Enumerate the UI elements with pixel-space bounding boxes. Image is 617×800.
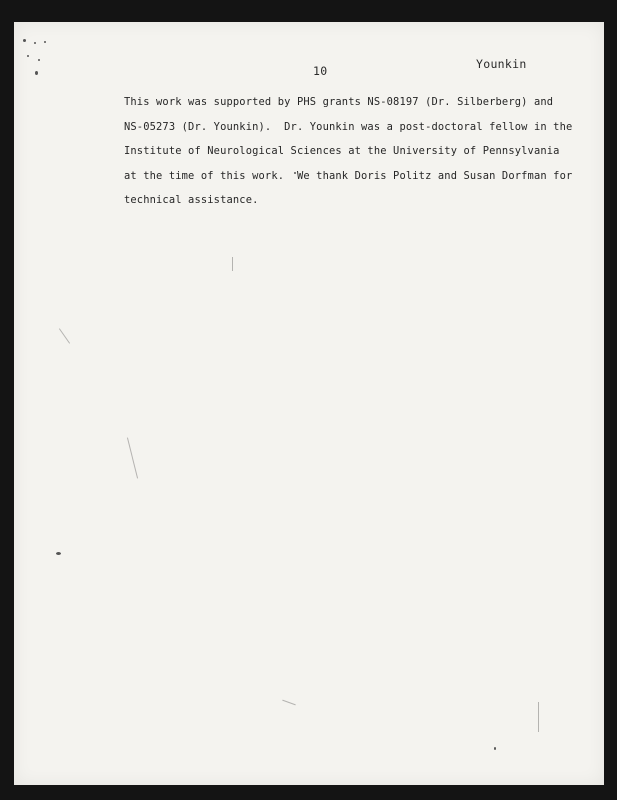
scan-streak (282, 700, 295, 706)
speck-mark (23, 39, 26, 42)
document-page (14, 22, 604, 785)
speck-mark (35, 71, 38, 75)
speck-mark (34, 42, 36, 44)
speck-mark (56, 552, 61, 555)
paragraph-line: NS-05273 (Dr. Younkin). Dr. Younkin was a post-doctoral fellow in the (124, 120, 573, 133)
speck-mark (27, 55, 29, 57)
speck-mark (494, 747, 496, 750)
speck-mark (44, 41, 46, 43)
scan-streak (59, 328, 70, 343)
speck-mark (38, 59, 40, 61)
paragraph-line: technical assistance. (124, 194, 259, 207)
running-head: Younkin (476, 57, 527, 71)
paragraph-line: This work was supported by PHS grants NS-08197 (Dr. Silberberg) and (124, 96, 554, 108)
paragraph-line: at the time of this work. We thank Doris Politz and Susan Dorfman for (124, 169, 573, 182)
paragraph-line: Institute of Neurological Sciences at the University of Pennsylvania (124, 145, 560, 158)
acknowledgment-paragraph (124, 90, 573, 213)
scan-streak (538, 702, 539, 732)
scan-streak (232, 257, 233, 271)
page-number: 10 (313, 64, 328, 78)
scan-streak (127, 438, 138, 479)
